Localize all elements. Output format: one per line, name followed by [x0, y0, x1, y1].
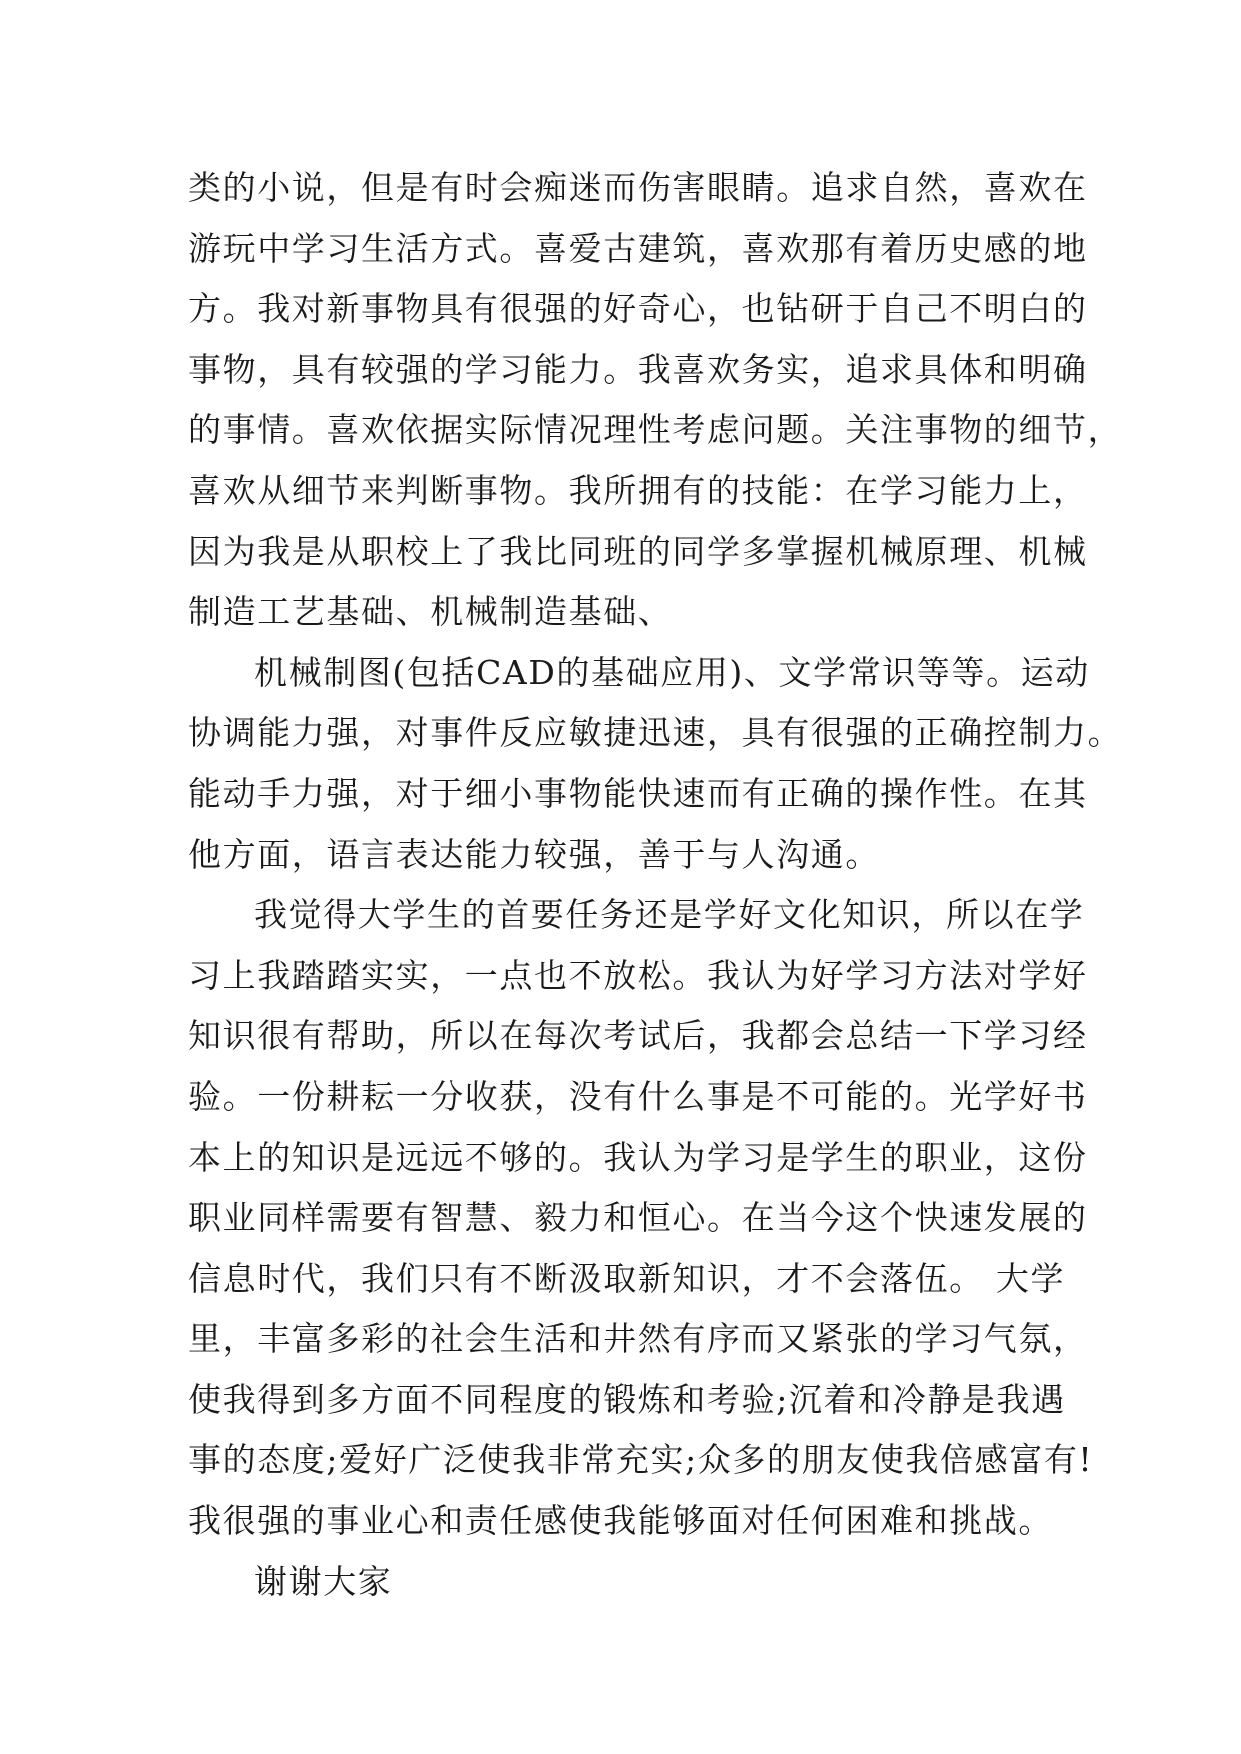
text-line: 类的小说，但是有时会痴迷而伤害眼睛。追求自然，喜欢在: [188, 168, 1088, 207]
text-line: 知识很有帮助，所以在每次考试后，我都会总结一下学习经: [188, 1016, 1088, 1056]
closing-line: 谢谢大家: [254, 1561, 393, 1601]
text-line: 制造工艺基础、机械制造基础、: [188, 592, 673, 632]
paragraph-1: [188, 158, 1123, 643]
text-line: 能动手力强，对于细小事物能快速而有正确的操作性。在其: [188, 773, 1088, 813]
text-line: 协调能力强，对事件反应敏捷迅速，具有很强的正确控制力。: [188, 713, 1123, 753]
text-line: 机械制图(包括CAD的基础应用)、文学常识等等。运动: [254, 652, 1090, 692]
text-line: 喜欢从细节来判断事物。我所拥有的技能：在学习能力上，: [188, 470, 1088, 510]
text-line: 信息时代，我们只有不断汲取新知识，才不会落伍。 大学: [188, 1258, 1066, 1298]
text-line: 验。一份耕耘一分收获，没有什么事是不可能的。光学好书: [188, 1076, 1088, 1116]
text-line: 方。我对新事物具有很强的好奇心，也钻研于自己不明白的: [188, 289, 1088, 329]
text-line: 本上的知识是远远不够的。我认为学习是学生的职业，这份: [188, 1137, 1088, 1177]
paragraph-3: [188, 885, 1094, 1552]
text-line: 习上我踏踏实实，一点也不放松。我认为好学习方法对学好: [188, 955, 1088, 995]
closing-remark: [188, 1552, 1054, 1613]
text-line: 我觉得大学生的首要任务还是学好文化知识，所以在学: [254, 895, 1085, 935]
text-line: 事的态度;爱好广泛使我非常充实;众多的朋友使我倍感富有!: [188, 1440, 1094, 1480]
text-line: 事物，具有较强的学习能力。我喜欢务实，追求具体和明确: [188, 349, 1088, 389]
text-line: 职业同样需要有智慧、毅力和恒心。在当今这个快速发展的: [188, 1198, 1088, 1238]
text-line: 的事情。喜欢依据实际情况理性考虑问题。关注事物的细节，: [188, 410, 1123, 450]
document-body: [188, 158, 1123, 1612]
text-line: 他方面，语言表达能力较强，善于与人沟通。: [188, 834, 880, 874]
text-line: 使我得到多方面不同程度的锻炼和考验;沉着和冷静是我遇: [188, 1379, 1066, 1419]
paragraph-2: [188, 643, 1123, 885]
text-line: 里，丰富多彩的社会生活和井然有序而又紧张的学习气氛，: [188, 1319, 1088, 1359]
text-line: 因为我是从职校上了我比同班的同学多掌握机械原理、机械: [188, 531, 1088, 571]
text-line: 我很强的事业心和责任感使我能够面对任何困难和挑战。: [188, 1501, 1053, 1541]
text-line: 游玩中学习生活方式。喜爱古建筑，喜欢那有着历史感的地: [188, 228, 1088, 268]
